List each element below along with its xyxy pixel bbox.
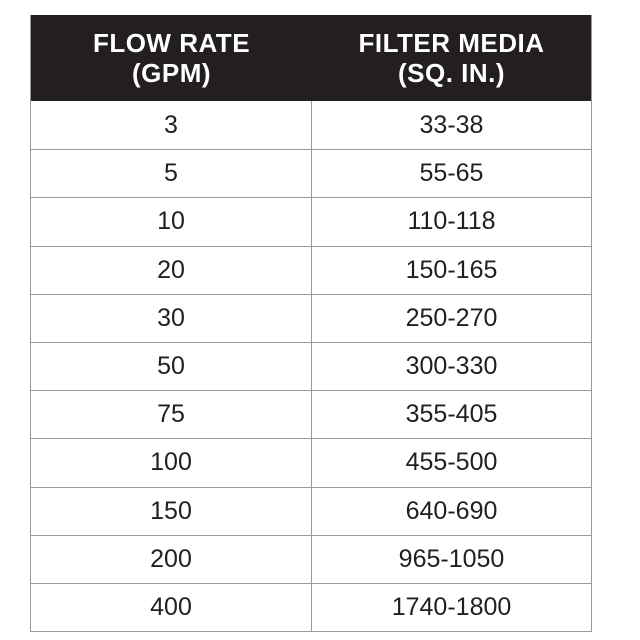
filter-media-cell: 640-690 — [405, 496, 498, 525]
flow-rate-cell: 30 — [31, 295, 312, 342]
filter-media-cell: 355-405 — [405, 400, 498, 429]
flow-rate-cell: 3 — [31, 101, 312, 149]
table-body — [31, 101, 591, 631]
table-row — [31, 246, 591, 294]
flow-rate-cell: 50 — [31, 343, 312, 390]
column-header-filter-media-line2: (SQ. IN.) — [397, 58, 506, 88]
filter-media-cell: 965-1050 — [398, 544, 505, 573]
table-row — [31, 101, 591, 149]
flow-rate-cell: 10 — [31, 198, 312, 245]
table-header — [31, 15, 591, 101]
table-row — [31, 583, 591, 631]
flow-rate-cell: 100 — [31, 439, 312, 486]
column-header-flow-rate — [31, 15, 312, 101]
flow-rate-table — [30, 15, 592, 632]
column-header-flow-rate-line1: FLOW RATE — [92, 28, 251, 58]
flow-rate-cell: 5 — [31, 150, 312, 197]
table-row — [31, 438, 591, 486]
table-row — [31, 487, 591, 535]
filter-media-cell: 1740-1800 — [391, 592, 512, 621]
table-row — [31, 197, 591, 245]
table-row — [31, 535, 591, 583]
column-header-flow-rate-line2: (GPM) — [131, 58, 212, 88]
table-row — [31, 149, 591, 197]
filter-media-cell: 150-165 — [405, 255, 498, 284]
flow-rate-cell: 20 — [31, 247, 312, 294]
flow-rate-cell: 150 — [31, 488, 312, 535]
column-header-filter-media-line1: FILTER MEDIA — [358, 28, 545, 58]
flow-rate-cell: 75 — [31, 391, 312, 438]
filter-media-cell: 33-38 — [419, 110, 484, 139]
filter-media-cell: 55-65 — [419, 159, 484, 188]
table-row — [31, 342, 591, 390]
filter-media-cell: 250-270 — [405, 303, 498, 332]
table-row — [31, 294, 591, 342]
flow-rate-cell: 400 — [31, 584, 312, 631]
table-row — [31, 390, 591, 438]
filter-media-cell: 300-330 — [405, 352, 498, 381]
column-header-filter-media — [312, 15, 591, 101]
flow-rate-cell: 200 — [31, 536, 312, 583]
filter-media-cell: 110-118 — [407, 207, 496, 236]
filter-media-cell: 455-500 — [405, 448, 498, 477]
